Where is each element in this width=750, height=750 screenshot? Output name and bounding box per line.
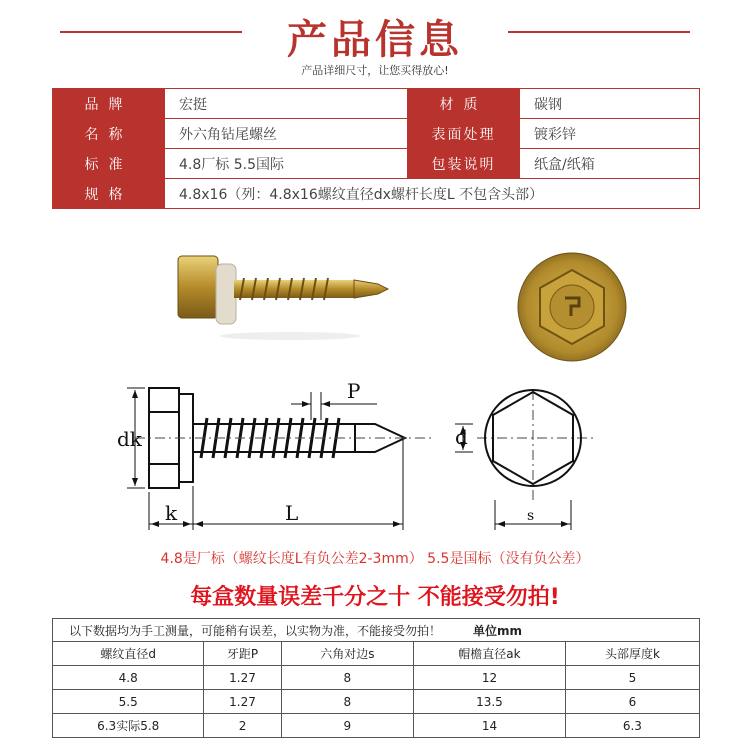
table-cell: 6.3实际5.8 bbox=[53, 714, 204, 738]
spec-key: 标准 bbox=[53, 149, 165, 179]
spec-row bbox=[53, 119, 700, 149]
table-notice-row bbox=[53, 619, 700, 642]
page-title: 产品信息 bbox=[287, 17, 463, 63]
unit-label: 单位mm bbox=[473, 623, 523, 638]
table-cell: 12 bbox=[414, 666, 566, 690]
label-d: d bbox=[455, 425, 468, 449]
spec-row bbox=[53, 89, 700, 119]
spec-value: 宏挺 bbox=[165, 89, 408, 119]
table-cell: 6 bbox=[565, 690, 699, 714]
page-subtitle: 产品详细尺寸，让您买得放心! bbox=[301, 64, 449, 77]
label-dk: dk bbox=[117, 427, 142, 451]
spec-row bbox=[53, 179, 700, 209]
spec-key: 包装说明 bbox=[408, 149, 520, 179]
quantity-warning: 每盒数量误差千分之十 不能接受勿拍! bbox=[190, 585, 560, 610]
screw-side-photo bbox=[150, 238, 400, 358]
spec-row bbox=[53, 149, 700, 179]
table-header: 头部厚度k bbox=[565, 642, 699, 666]
dimension-table bbox=[52, 618, 700, 738]
table-row bbox=[53, 714, 700, 738]
spec-key: 表面处理 bbox=[408, 119, 520, 149]
table-cell: 5 bbox=[565, 666, 699, 690]
table-cell: 6.3 bbox=[565, 714, 699, 738]
measurement-notice: 以下数据均为手工测量，可能稍有误差，以实物为准，不能接受勿拍！ bbox=[69, 623, 442, 638]
spec-value: 4.8x16（列：4.8x16螺纹直径dx螺杆长度L 不包含头部） bbox=[165, 179, 700, 209]
table-row bbox=[53, 666, 700, 690]
table-cell: 1.27 bbox=[204, 666, 281, 690]
spec-key: 名称 bbox=[53, 119, 165, 149]
label-p: P bbox=[347, 380, 361, 403]
table-header-row bbox=[53, 642, 700, 666]
spec-value: 碳钢 bbox=[520, 89, 700, 119]
table-cell: 8 bbox=[281, 690, 413, 714]
table-cell: 8 bbox=[281, 666, 413, 690]
table-header: 牙距P bbox=[204, 642, 281, 666]
spec-key: 品牌 bbox=[53, 89, 165, 119]
table-cell: 5.5 bbox=[53, 690, 204, 714]
spec-key: 规格 bbox=[53, 179, 165, 209]
tolerance-note: 4.8是厂标（螺纹长度L有负公差2-3mm） 5.5是国标（没有负公差） bbox=[160, 551, 590, 567]
spec-value: 外六角钻尾螺丝 bbox=[165, 119, 408, 149]
technical-drawing bbox=[115, 380, 625, 535]
table-header: 帽檐直径ak bbox=[414, 642, 566, 666]
table-cell: 4.8 bbox=[53, 666, 204, 690]
table-header: 六角对边s bbox=[281, 642, 413, 666]
table-header: 螺纹直径d bbox=[53, 642, 204, 666]
spec-value: 纸盒/纸箱 bbox=[520, 149, 700, 179]
screw-top-photo bbox=[515, 250, 630, 365]
table-cell: 14 bbox=[414, 714, 566, 738]
spec-value: 镀彩锌 bbox=[520, 119, 700, 149]
spec-key: 材质 bbox=[408, 89, 520, 119]
label-k: k bbox=[165, 501, 178, 525]
spec-value: 4.8厂标 5.5国际 bbox=[165, 149, 408, 179]
table-row bbox=[53, 690, 700, 714]
table-cell: 1.27 bbox=[204, 690, 281, 714]
label-s: s bbox=[527, 508, 535, 524]
table-cell: 9 bbox=[281, 714, 413, 738]
table-cell: 2 bbox=[204, 714, 281, 738]
table-cell: 13.5 bbox=[414, 690, 566, 714]
label-l: L bbox=[285, 501, 299, 525]
spec-table bbox=[52, 88, 700, 209]
